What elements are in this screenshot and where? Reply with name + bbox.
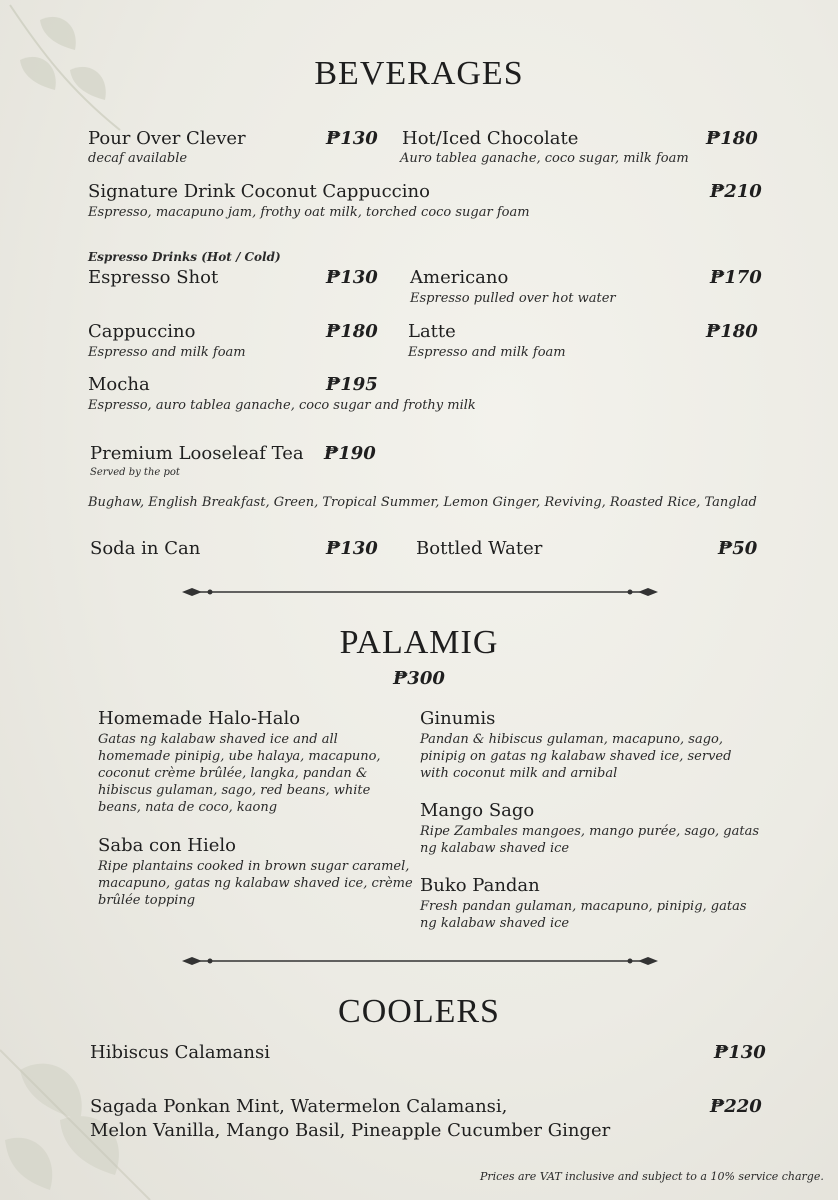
item-name-latte: Latte <box>408 321 456 342</box>
espresso-drinks-label: Espresso Drinks (Hot / Cold) <box>88 250 281 264</box>
item-price-soda: ₱130 <box>326 538 378 559</box>
item-price-cooler-mix: ₱220 <box>710 1096 762 1117</box>
item-name-cooler-mix-line1: Sagada Ponkan Mint, Watermelon Calamansi, <box>90 1096 508 1117</box>
item-name-mocha: Mocha <box>88 374 150 395</box>
item-desc-halo-halo: Gatas ng kalabaw shaved ice and all homemade pinipig, ube halaya, macapuno, coconut crème brûlée, langka, pandan & hibiscus gulaman, sago, red beans, white beans, nata de coco, kaong <box>98 732 381 815</box>
item-desc-chocolate: Auro tablea ganache, coco sugar, milk foam <box>400 151 689 166</box>
footer-note: Prices are VAT inclusive and subject to a 10% service charge. <box>480 1170 824 1183</box>
item-price-chocolate: ₱180 <box>706 128 758 149</box>
item-price-latte: ₱180 <box>706 321 758 342</box>
item-desc-americano: Espresso pulled over hot water <box>410 291 616 306</box>
item-desc-ginumis: Pandan & hibiscus gulaman, macapuno, sago, pinipig on gatas ng kalabaw shaved ice, served with coconut milk and arnibal <box>420 732 732 781</box>
item-price-hibiscus: ₱130 <box>714 1042 766 1063</box>
item-name-buko-pandan: Buko Pandan <box>420 875 540 896</box>
item-name-halo-halo: Homemade Halo-Halo <box>98 708 301 729</box>
item-name-chocolate: Hot/Iced Chocolate <box>402 128 579 149</box>
item-name-espresso-shot: Espresso Shot <box>88 267 219 288</box>
item-price-pour-over: ₱130 <box>326 128 378 149</box>
item-desc-cappuccino: Espresso and milk foam <box>88 345 246 360</box>
item-price-mocha: ₱195 <box>326 374 378 395</box>
item-name-americano: Americano <box>410 267 509 288</box>
item-desc-tea: Served by the pot <box>90 467 180 478</box>
item-desc-mango-sago: Ripe Zambales mangoes, mango purée, sago, gatas ng kalabaw shaved ice <box>420 824 760 856</box>
item-name-cooler-mix-line2: Melon Vanilla, Mango Basil, Pineapple Cucumber Ginger <box>90 1120 611 1141</box>
item-name-saba: Saba con Hielo <box>98 835 236 856</box>
item-desc-saba: Ripe plantains cooked in brown sugar caramel, macapuno, gatas ng kalabaw shaved ice, crème brûlée topping <box>98 859 413 908</box>
item-desc-mocha: Espresso, auro tablea ganache, coco sugar and frothy milk <box>88 398 476 413</box>
item-name-hibiscus: Hibiscus Calamansi <box>90 1042 270 1063</box>
item-price-tea: ₱190 <box>324 443 376 464</box>
item-desc-buko-pandan: Fresh pandan gulaman, macapuno, pinipig, gatas ng kalabaw shaved ice <box>420 899 747 931</box>
ornamental-divider-icon <box>180 586 660 598</box>
item-name-ginumis: Ginumis <box>420 708 496 729</box>
item-price-cappuccino: ₱180 <box>326 321 378 342</box>
item-desc-latte: Espresso and milk foam <box>408 345 566 360</box>
item-price-americano: ₱170 <box>710 267 762 288</box>
ornamental-divider-icon <box>180 955 660 967</box>
item-name-pour-over: Pour Over Clever <box>88 128 246 149</box>
tea-varieties-list: Bughaw, English Breakfast, Green, Tropical Summer, Lemon Ginger, Reviving, Roasted Rice, Tanglad <box>88 495 757 510</box>
item-name-mango-sago: Mango Sago <box>420 800 535 821</box>
item-price-signature: ₱210 <box>710 181 762 202</box>
section-title-coolers: COOLERS <box>338 993 500 1030</box>
item-name-cappuccino: Cappuccino <box>88 321 196 342</box>
section-title-beverages: BEVERAGES <box>314 55 524 92</box>
item-name-soda: Soda in Can <box>90 538 201 559</box>
item-name-water: Bottled Water <box>416 538 543 559</box>
section-title-palamig: PALAMIG <box>339 624 499 661</box>
item-price-water: ₱50 <box>718 538 758 559</box>
item-name-tea: Premium Looseleaf Tea <box>90 443 304 464</box>
palamig-price: ₱300 <box>393 668 445 689</box>
item-name-signature: Signature Drink Coconut Cappuccino <box>88 181 430 202</box>
item-price-espresso-shot: ₱130 <box>326 267 378 288</box>
item-desc-pour-over: decaf available <box>88 151 188 166</box>
item-desc-signature: Espresso, macapuno jam, frothy oat milk, torched coco sugar foam <box>88 205 530 220</box>
